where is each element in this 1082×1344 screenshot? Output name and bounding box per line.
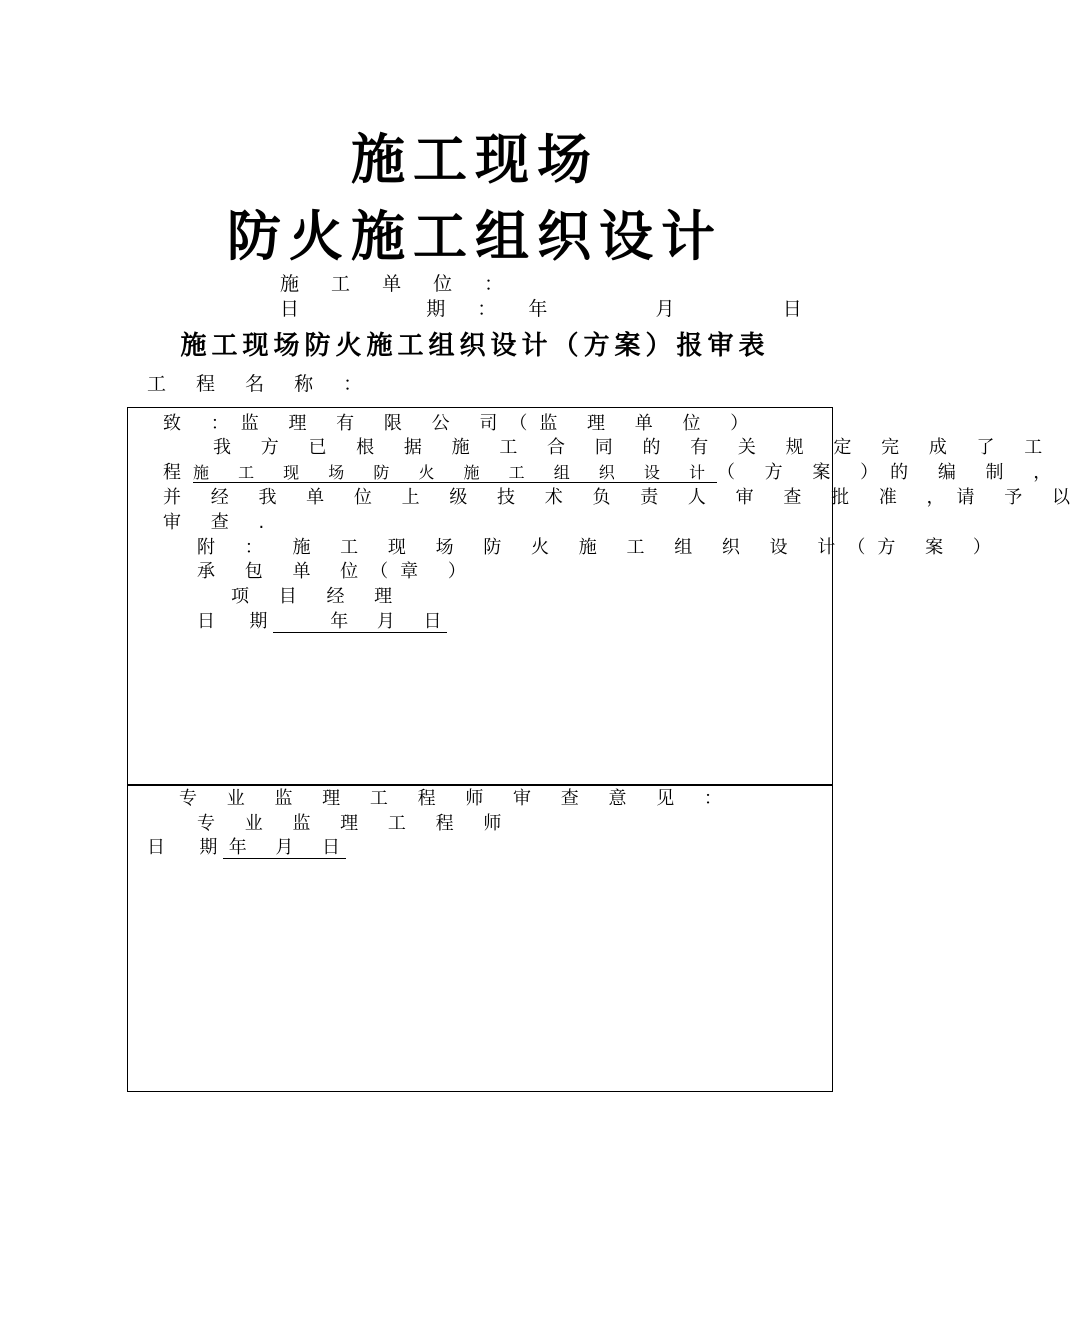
body-line-1: 我 方 已 根 据 施 工 合 同 的 有 关 规 定 完 成 了 工 (213, 437, 1055, 458)
supervisor-date-label: 日 期 (147, 837, 218, 858)
supervisor-opinion-label: 专 业 监 理 工 程 师 审 查 意 见 ： (179, 788, 734, 809)
supervisor-date-value: 年 月 日 (223, 837, 346, 858)
project-manager-label: 项 目 经 理 (231, 586, 405, 607)
body-line-2-suffix: （ 方 案 ）的 编 制 ， (716, 462, 1064, 483)
form-title: 施工现场防火施工组织设计（方案）报审表 (180, 331, 770, 361)
contractor-date-value: 年 月 日 (273, 611, 448, 632)
body-line-2-prefix: 程 (163, 462, 193, 483)
plan-name-underlined: 施 工 现 场 防 火 施 工 组 织 设 计 (193, 463, 717, 482)
project-name-label: 工 程 名 称 ： (147, 373, 375, 395)
body-line-4: 审 查 . (163, 512, 277, 533)
cover-date-label: 日 期 ： 年 月 日 (280, 298, 815, 320)
supervisor-section (127, 784, 833, 1092)
addressee-line: 致 ：监 理 有 限 公 司（监 理 单 位 ） (163, 413, 761, 434)
supervising-engineer-label: 专 业 监 理 工 程 师 (197, 813, 514, 834)
attachment-line: 附 ： 施 工 现 场 防 火 施 工 组 织 设 计（方 案 ） (197, 537, 1003, 558)
body-line-2 (163, 464, 1063, 483)
contractor-date-row (197, 613, 447, 633)
document-title-line1: 施工现场 (351, 128, 599, 191)
contractor-seal-label: 承 包 单 位（章 ） (197, 561, 478, 582)
construction-unit-label: 施 工 单 位 ： (280, 273, 517, 295)
contractor-section (127, 407, 1082, 786)
document-title-line2: 防火施工组织设计 (227, 205, 723, 268)
body-line-3: 并 经 我 单 位 上 级 技 术 负 责 人 审 查 批 准 ，请 予 以 (163, 487, 1082, 508)
contractor-date-label: 日 期 (197, 611, 268, 632)
supervisor-date-row (147, 839, 346, 859)
